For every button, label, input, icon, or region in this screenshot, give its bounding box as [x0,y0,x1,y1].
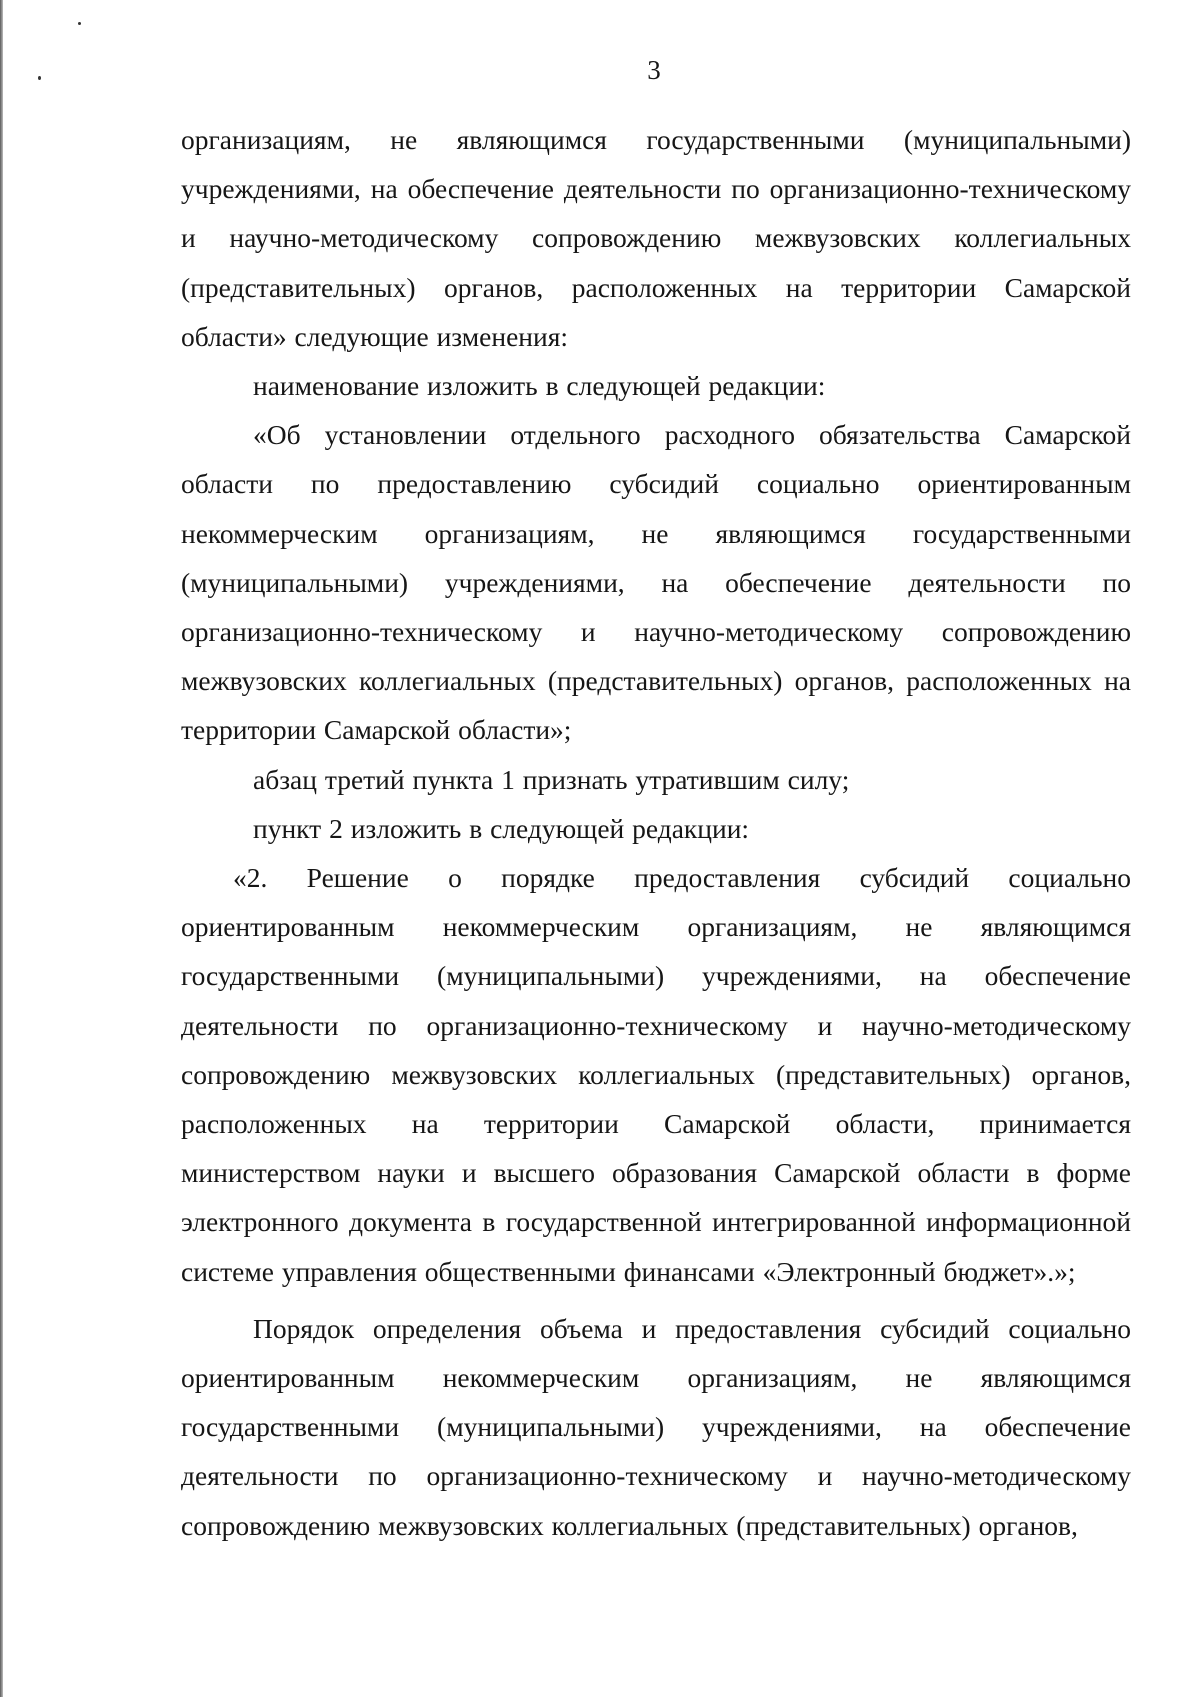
paragraph-repeal: абзац третий пункта 1 признать утратившим силу; [253,763,850,795]
paragraph-procedure: Порядок определения объема и предоставления субсидий социально ориентированным некоммерческим организациям, не являющимся государственными (муниципальными) учреждениями, на обеспечение деятельности по организационно-техническому и научно-методическому сопровождению межвузовских коллегиальных (представительных) органов, [181,1312,1131,1541]
paragraph-continuation: организациям, не являющимся государственными (муниципальными) учреждениями, на обеспечение деятельности по организационно-техническому и научно-методическому сопровождению межвузовских коллегиальных (представительных) органов, расположенных на территории Самарской области» следующие изменения: [181,124,1131,352]
scan-edge-shadow [0,0,3,1697]
paragraph-title-instruction: наименование изложить в следующей редакции: [253,370,826,402]
page-number: 3 [647,55,661,85]
document-body [181,115,1131,1550]
scan-speck [78,22,81,25]
paragraph-point2-text: «2. Решение о порядке предоставления субсидий социально ориентированным некоммерческим организациям, не являющимся государственными (муниципальными) учреждениями, на обеспечение деятельности по организационно-техническому и научно-методическому сопровождению межвузовских коллегиальных (представительных) органов, расположенных на территории Самарской области, принимается министерством науки и высшего образования Самарской области в форме электронного документа в государственной интегрированной информационной системе управления общественными финансами «Электронный бюджет».»; [181,862,1131,1287]
paragraph-new-title: «Об установлении отдельного расходного обязательства Самарской области по предоставлению субсидий социально ориентированным некоммерческим организациям, не являющимся государственными (муниципальными) учреждениями, на обеспечение деятельности по организационно-техническому и научно-методическому сопровождению межвузовских коллегиальных (представительных) органов, расположенных на территории Самарской области»; [181,419,1131,746]
paragraph-point2-instruction: пункт 2 изложить в следующей редакции: [253,812,750,844]
